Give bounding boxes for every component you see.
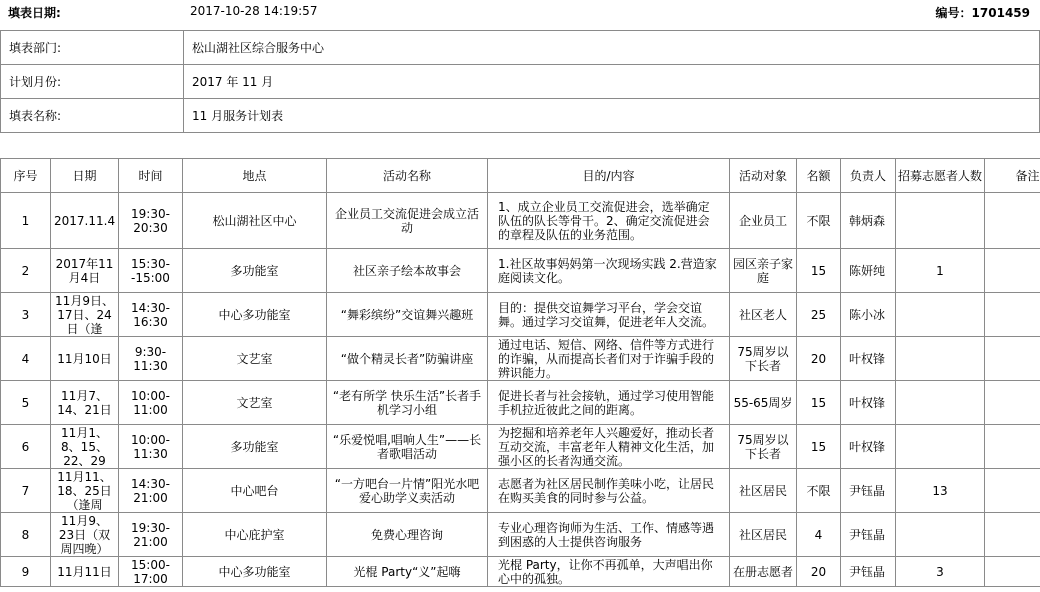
cell-text: 1.社区故事妈妈第一次现场实践 2.营造家庭阅读文化。 <box>498 256 717 285</box>
cell-col-lead <box>841 249 896 293</box>
table-row <box>1 293 1040 337</box>
cell-col-purpose <box>488 513 730 557</box>
cell-col-quota <box>797 193 841 249</box>
cell-col-lead <box>841 469 896 513</box>
meta-table <box>0 30 1040 133</box>
cell-col-seq <box>1 425 51 469</box>
meta-value: 松山湖社区综合服务中心 <box>184 31 1040 65</box>
cell-text: 尹钰晶 <box>849 483 886 498</box>
cell-text: 陈小冰 <box>849 307 886 322</box>
cell-text: 尹钰晶 <box>849 527 886 542</box>
cell-text: 2017年11月4日 <box>55 256 114 285</box>
cell-col-seq <box>1 193 51 249</box>
cell-col-purpose <box>488 337 730 381</box>
cell-text: 不限 <box>806 483 831 498</box>
cell-text: 文艺室 <box>236 395 273 410</box>
cell-col-time <box>119 193 183 249</box>
cell-col-quota <box>797 557 841 587</box>
cell-col-seq <box>1 557 51 587</box>
cell-text: 10:00-11:00 <box>131 388 170 417</box>
cell-text: 企业员工 <box>738 213 787 228</box>
cell-text: 11月11日 <box>57 564 112 579</box>
cell-col-lead <box>841 337 896 381</box>
cell-text: 叶权锋 <box>849 439 886 454</box>
cell-text: 企业员工交流促进会成立活动 <box>334 206 479 235</box>
cell-col-time <box>119 513 183 557</box>
cell-col-location <box>183 293 327 337</box>
header-col-date: 日期 <box>51 159 119 193</box>
cell-col-volunteers <box>896 337 985 381</box>
cell-text: “老有所学 快乐生活”长者手机学习小组 <box>332 388 482 417</box>
cell-text: 通过电话、短信、网络、信件等方式进行的诈骗，从而提高长者们对于诈骗手段的辨识能力。 <box>498 337 715 380</box>
serial-number <box>936 4 1030 21</box>
cell-col-purpose <box>488 469 730 513</box>
cell-col-purpose <box>488 249 730 293</box>
cell-text: 5 <box>21 395 30 410</box>
cell-col-audience <box>730 381 797 425</box>
cell-col-volunteers <box>896 381 985 425</box>
cell-col-quota <box>797 337 841 381</box>
cell-text: 3 <box>21 307 30 322</box>
meta-label: 填表部门: <box>1 31 184 65</box>
cell-col-location <box>183 249 327 293</box>
table-body <box>1 193 1040 587</box>
cell-col-activity <box>327 249 488 293</box>
meta-row-month <box>1 65 1040 99</box>
cell-text: 14:30-21:00 <box>131 476 170 505</box>
cell-text: 11月7、14、21日 <box>57 388 112 417</box>
cell-text: 多功能室 <box>230 263 279 278</box>
cell-col-audience <box>730 425 797 469</box>
cell-col-volunteers <box>896 557 985 587</box>
cell-text: 15:00-17:00 <box>131 557 170 586</box>
cell-text: 中心吧台 <box>230 483 279 498</box>
cell-text: 3 <box>936 564 944 579</box>
cell-col-seq <box>1 513 51 557</box>
cell-col-audience <box>730 469 797 513</box>
cell-text: 15 <box>810 263 827 278</box>
cell-col-quota <box>797 249 841 293</box>
cell-col-activity <box>327 293 488 337</box>
cell-col-audience <box>730 193 797 249</box>
table-row <box>1 557 1040 587</box>
cell-text: 8 <box>21 527 30 542</box>
serial-value: 1701459 <box>971 6 1030 20</box>
cell-col-date <box>51 193 119 249</box>
cell-text: 促进长者与社会接轨，通过学习使用智能手机拉近彼此之间的距离。 <box>498 388 715 417</box>
cell-col-audience <box>730 513 797 557</box>
cell-col-audience <box>730 557 797 587</box>
table-row <box>1 193 1040 249</box>
cell-col-location <box>183 193 327 249</box>
cell-text: 1 <box>21 213 30 228</box>
header-col-lead: 负责人 <box>841 159 896 193</box>
cell-col-lead <box>841 193 896 249</box>
cell-col-quota <box>797 293 841 337</box>
cell-col-volunteers <box>896 513 985 557</box>
cell-text: 4 <box>21 351 30 366</box>
cell-col-audience <box>730 293 797 337</box>
cell-col-seq <box>1 337 51 381</box>
cell-col-date <box>51 249 119 293</box>
cell-text: 不限 <box>806 213 831 228</box>
header-col-audience: 活动对象 <box>730 159 797 193</box>
cell-text: 为挖掘和培养老年人兴趣爱好，推动长者互动交流，丰富老年人精神文化生活，加强小区的长者沟通交流。 <box>498 425 715 468</box>
cell-col-location <box>183 469 327 513</box>
table-row <box>1 337 1040 381</box>
cell-text: 光棍 Party，让你不再孤单，大声唱出你心中的孤独。 <box>498 557 713 586</box>
cell-col-seq <box>1 469 51 513</box>
cell-text: 在册志愿者 <box>733 564 793 579</box>
cell-col-date <box>51 469 119 513</box>
table-row <box>1 469 1040 513</box>
cell-col-time <box>119 425 183 469</box>
cell-col-remarks <box>985 425 1040 469</box>
header-col-activity: 活动名称 <box>327 159 488 193</box>
cell-col-seq <box>1 249 51 293</box>
cell-text: “舞彩缤纷”交谊舞兴趣班 <box>340 307 474 322</box>
meta-value: 11 月服务计划表 <box>184 99 1040 133</box>
cell-col-activity <box>327 381 488 425</box>
cell-text: 11月1、8、15、22、29 <box>61 425 108 468</box>
cell-text: 13 <box>932 483 948 498</box>
cell-col-time <box>119 337 183 381</box>
cell-text: 11月11、18、25日（逢周 <box>57 469 112 512</box>
cell-col-lead <box>841 513 896 557</box>
header-col-purpose: 目的/内容 <box>488 159 730 193</box>
cell-text: 20 <box>810 564 827 579</box>
cell-col-lead <box>841 425 896 469</box>
cell-col-activity <box>327 425 488 469</box>
cell-text: 9:30-11:30 <box>133 344 168 373</box>
fill-date-value: 2017-10-28 14:19:57 <box>190 4 318 18</box>
cell-col-remarks <box>985 513 1040 557</box>
cell-text: 19:30-20:30 <box>131 206 170 235</box>
cell-text: 叶权锋 <box>849 351 886 366</box>
cell-text: 6 <box>21 439 30 454</box>
cell-col-purpose <box>488 293 730 337</box>
cell-text: 志愿者为社区居民制作美味小吃，让居民在购买美食的同时参与公益。 <box>498 476 715 505</box>
cell-col-date <box>51 425 119 469</box>
cell-text: 11月9日、17日、24日（逢 <box>55 293 114 336</box>
cell-text: 园区亲子家庭 <box>733 256 793 285</box>
cell-col-location <box>183 337 327 381</box>
cell-col-volunteers <box>896 293 985 337</box>
cell-text: 社区居民 <box>738 483 787 498</box>
cell-text: 专业心理咨询师为生活、工作、情感等遇到困惑的人士提供咨询服务 <box>498 520 715 549</box>
cell-col-time <box>119 381 183 425</box>
cell-col-time <box>119 469 183 513</box>
cell-col-remarks <box>985 249 1040 293</box>
cell-text: 尹钰晶 <box>849 564 886 579</box>
cell-text: 中心多功能室 <box>218 307 291 322</box>
cell-text: 陈妍纯 <box>849 263 886 278</box>
cell-text: 光棍 Party“义”起嗨 <box>353 564 461 579</box>
cell-col-lead <box>841 293 896 337</box>
cell-col-seq <box>1 293 51 337</box>
cell-text: 中心庇护室 <box>224 527 285 542</box>
cell-col-activity <box>327 337 488 381</box>
cell-text: 1 <box>936 263 944 278</box>
cell-col-quota <box>797 425 841 469</box>
cell-text: 社区亲子绘本故事会 <box>352 263 461 278</box>
cell-text: 20 <box>810 351 827 366</box>
cell-col-audience <box>730 337 797 381</box>
table-row <box>1 513 1040 557</box>
cell-text: 15:30--15:00 <box>131 256 170 285</box>
cell-col-quota <box>797 469 841 513</box>
cell-text: 多功能室 <box>230 439 279 454</box>
cell-text: 文艺室 <box>236 351 273 366</box>
cell-col-date <box>51 513 119 557</box>
cell-col-purpose <box>488 381 730 425</box>
cell-text: 4 <box>814 527 823 542</box>
meta-label: 计划月份: <box>1 65 184 99</box>
cell-col-date <box>51 337 119 381</box>
cell-col-remarks <box>985 557 1040 587</box>
header-col-remarks: 备注 <box>985 159 1040 193</box>
cell-col-volunteers <box>896 193 985 249</box>
cell-text: 松山湖社区中心 <box>212 213 297 228</box>
cell-col-quota <box>797 381 841 425</box>
cell-text: 25 <box>810 307 827 322</box>
cell-text: 14:30-16:30 <box>131 300 170 329</box>
cell-col-activity <box>327 469 488 513</box>
header-col-seq: 序号 <box>1 159 51 193</box>
fill-date-label: 填表日期: <box>8 6 61 20</box>
cell-text: 9 <box>21 564 30 579</box>
cell-col-location <box>183 425 327 469</box>
header-col-location: 地点 <box>183 159 327 193</box>
cell-text: 2017.11.4 <box>54 213 115 228</box>
meta-value: 2017 年 11 月 <box>184 65 1040 99</box>
cell-text: 2 <box>21 263 30 278</box>
cell-text: 11月10日 <box>57 351 112 366</box>
cell-text: 19:30-21:00 <box>131 520 170 549</box>
header-line <box>0 0 1040 24</box>
cell-text: 75周岁以下长者 <box>737 432 789 461</box>
cell-text: 11月9、23日（双周四晚） <box>58 513 111 556</box>
meta-row-department <box>1 31 1040 65</box>
cell-col-remarks <box>985 381 1040 425</box>
cell-text: 7 <box>21 483 30 498</box>
cell-col-quota <box>797 513 841 557</box>
cell-col-purpose <box>488 557 730 587</box>
cell-col-location <box>183 557 327 587</box>
cell-col-lead <box>841 381 896 425</box>
cell-col-purpose <box>488 193 730 249</box>
cell-text: 社区老人 <box>738 307 787 322</box>
cell-col-volunteers <box>896 469 985 513</box>
cell-col-date <box>51 381 119 425</box>
cell-text: 10:00-11:30 <box>131 432 170 461</box>
cell-col-lead <box>841 557 896 587</box>
cell-text: 免费心理咨询 <box>370 527 443 542</box>
cell-text: “一方吧台一片情”阳光水吧爱心助学义卖活动 <box>334 476 480 505</box>
cell-col-time <box>119 249 183 293</box>
cell-col-purpose <box>488 425 730 469</box>
serial-label: 编号： <box>935 6 972 20</box>
table-header-row <box>1 159 1040 193</box>
cell-text: “做个精灵长者”防骗讲座 <box>340 351 474 366</box>
cell-col-activity <box>327 557 488 587</box>
table-row <box>1 249 1040 293</box>
cell-col-activity <box>327 513 488 557</box>
plan-table <box>0 158 1040 587</box>
cell-col-date <box>51 557 119 587</box>
cell-text: 中心多功能室 <box>218 564 291 579</box>
header-col-time: 时间 <box>119 159 183 193</box>
cell-col-time <box>119 293 183 337</box>
cell-col-remarks <box>985 337 1040 381</box>
cell-text: 15 <box>810 395 827 410</box>
cell-text: 叶权锋 <box>849 395 886 410</box>
cell-text: 55-65周岁 <box>733 395 793 410</box>
cell-text: 目的：提供交谊舞学习平台，学会交谊舞。通过学习交谊舞，促进老年人交流。 <box>498 300 715 329</box>
cell-text: 1、成立企业员工交流促进会，选举确定队伍的队长等骨干。2、确定交流促进会的章程及队伍的业务范围。 <box>498 199 710 242</box>
cell-col-date <box>51 293 119 337</box>
cell-col-remarks <box>985 293 1040 337</box>
meta-label: 填表名称: <box>1 99 184 133</box>
table-row <box>1 381 1040 425</box>
header-col-volunteers: 招募志愿者人数 <box>896 159 985 193</box>
cell-col-remarks <box>985 469 1040 513</box>
cell-col-remarks <box>985 193 1040 249</box>
cell-text: 15 <box>810 439 827 454</box>
cell-text: 社区居民 <box>738 527 787 542</box>
cell-col-audience <box>730 249 797 293</box>
cell-col-location <box>183 381 327 425</box>
cell-col-volunteers <box>896 425 985 469</box>
cell-col-location <box>183 513 327 557</box>
cell-col-activity <box>327 193 488 249</box>
cell-text: 韩炳森 <box>849 213 886 228</box>
cell-text: “乐爱悦唱,唱响人生”——长者歌唱活动 <box>332 432 482 461</box>
table-row <box>1 425 1040 469</box>
meta-row-name <box>1 99 1040 133</box>
cell-text: 75周岁以下长者 <box>737 344 789 373</box>
cell-col-volunteers <box>896 249 985 293</box>
cell-col-seq <box>1 381 51 425</box>
cell-col-time <box>119 557 183 587</box>
header-col-quota: 名额 <box>797 159 841 193</box>
